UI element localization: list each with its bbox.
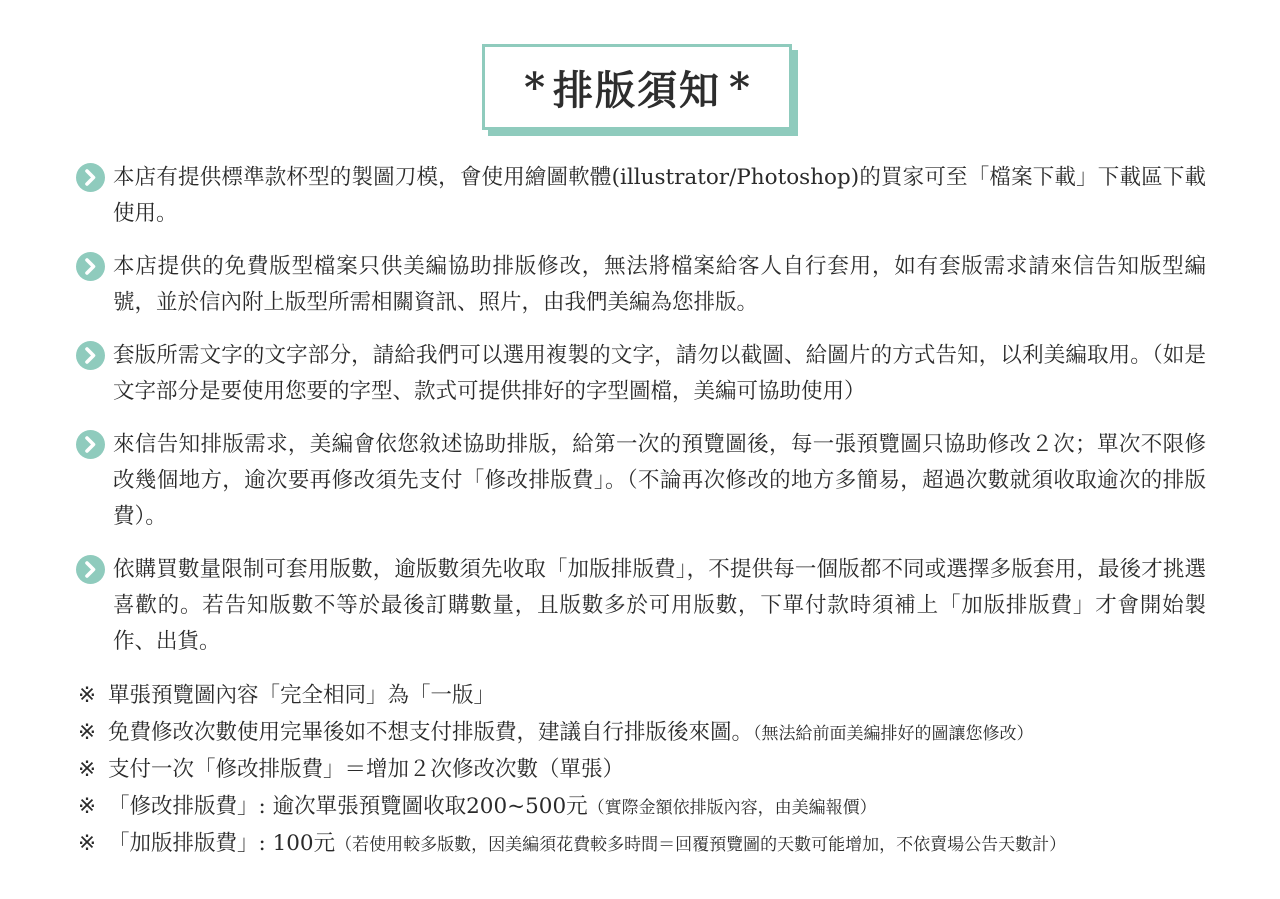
rule-item bbox=[76, 249, 1206, 321]
chevron-right-circle-icon bbox=[76, 341, 105, 370]
reference-mark-icon: ※ bbox=[78, 831, 97, 856]
note-text: 支付一次「修改排版費」＝增加２次修改次數（單張） bbox=[108, 757, 625, 782]
asterisk-icon: * bbox=[729, 63, 750, 111]
rule-item bbox=[76, 160, 1206, 232]
rule-text: 來信告知排版需求，美編會依您敘述協助排版，給第一次的預覽圖後，每一張預覽圖只協助修改２次；單次不限修改幾個地方，逾次要再修改須先支付「修改排版費」。（不論再次修改的地方多簡易，超過次數就須收取逾次的排版費）。 bbox=[113, 432, 1206, 529]
note-item bbox=[78, 678, 1228, 715]
rule-item bbox=[76, 427, 1206, 535]
chevron-right-circle-icon bbox=[76, 555, 105, 584]
rules-list bbox=[76, 160, 1206, 677]
note-aside: （無法給前面美編排好的圖讓您修改） bbox=[753, 724, 1034, 744]
asterisk-icon: * bbox=[524, 63, 545, 111]
note-text: 單張預覽圖內容「完全相同」為「一版」 bbox=[108, 683, 496, 708]
chevron-right-circle-icon bbox=[76, 163, 105, 192]
chevron-right-circle-icon bbox=[76, 430, 105, 459]
title-banner bbox=[482, 44, 798, 136]
reference-mark-icon: ※ bbox=[78, 683, 97, 708]
note-aside: （若使用較多版數，因美編須花費較多時間＝回覆預覽圖的天數可能增加，不依賣場公告天數計） bbox=[335, 835, 1067, 855]
note-item bbox=[78, 789, 1228, 826]
note-text: 「修改排版費」: 逾次單張預覽圖收取200~500元 bbox=[108, 794, 588, 819]
reference-mark-icon: ※ bbox=[78, 794, 97, 819]
rule-text: 套版所需文字的文字部分，請給我們可以選用複製的文字，請勿以截圖、給圖片的方式告知，以利美編取用。（如是文字部分是要使用您要的字型、款式可提供排好的字型圖檔，美編可協助使用） bbox=[113, 343, 1206, 404]
reference-mark-icon: ※ bbox=[78, 720, 97, 745]
note-text: 「加版排版費」: 100元 bbox=[108, 831, 336, 856]
note-text: 免費修改次數使用完畢後如不想支付排版費，建議自行排版後來圖。 bbox=[108, 720, 754, 745]
rule-text: 依購買數量限制可套用版數，逾版數須先收取「加版排版費」，不提供每一個版都不同或選擇多版套用，最後才挑選喜歡的。若告知版數不等於最後訂購數量，且版數多於可用版數，下單付款時須補上「加版排版費」才會開始製作、出貨。 bbox=[113, 557, 1206, 654]
rule-text: 本店有提供標準款杯型的製圖刀模，會使用繪圖軟體(illustrator/Photoshop)的買家可至「檔案下載」下載區下載使用。 bbox=[113, 165, 1206, 226]
title-box bbox=[482, 44, 792, 130]
note-aside: （實際金額依排版內容，由美編報價） bbox=[587, 798, 877, 818]
chevron-right-circle-icon bbox=[76, 252, 105, 281]
note-item bbox=[78, 715, 1228, 752]
rule-text: 本店提供的免費版型檔案只供美編協助排版修改，無法將檔案給客人自行套用，如有套版需求請來信告知版型編號，並於信內附上版型所需相關資訊、照片，由我們美編為您排版。 bbox=[113, 254, 1206, 315]
reference-mark-icon: ※ bbox=[78, 757, 97, 782]
note-item bbox=[78, 752, 1228, 789]
page-title: 排版須知 bbox=[553, 66, 721, 114]
rule-item bbox=[76, 552, 1206, 660]
rule-item bbox=[76, 338, 1206, 410]
notes-list bbox=[78, 678, 1228, 863]
note-item bbox=[78, 826, 1228, 863]
